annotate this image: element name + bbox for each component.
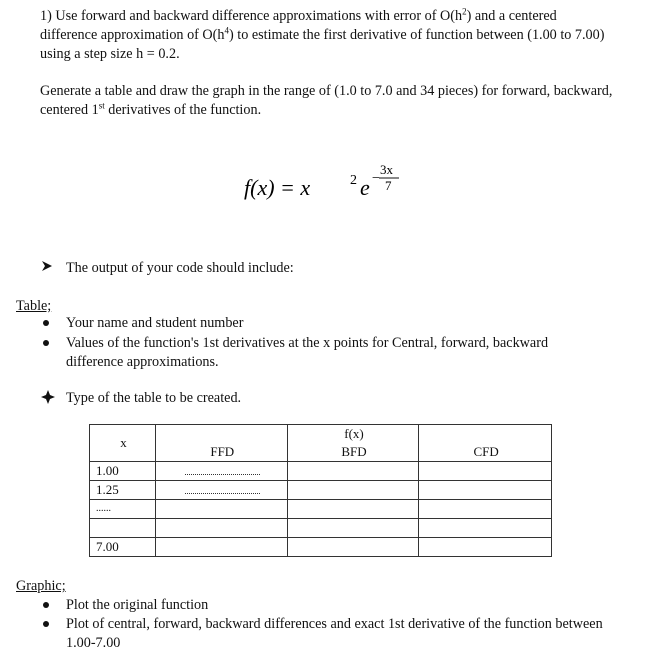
table-subheader-row [90, 443, 552, 462]
graphic-item-2: Plot of central, forward, backward differences and exact 1st derivative of the function between 1.00-7.00 [66, 616, 603, 651]
question-line-1: 1) Use forward and backward difference approximations with error of $O(h^2)$ and a centered [40, 6, 557, 24]
table-row: 1.00 [90, 462, 552, 481]
fx-header: f(x) [287, 425, 419, 444]
formula-base: e [360, 175, 370, 200]
formula-square: 2 [350, 173, 357, 188]
bullet-icon [43, 621, 49, 627]
formula-exp-minus: − [372, 171, 380, 186]
table-row [90, 519, 552, 538]
cfd-header: CFD [419, 443, 552, 462]
table-row: 7.00 [90, 538, 552, 557]
ffd-header: FFD [155, 443, 287, 462]
bfd-header: BFD [287, 443, 419, 462]
table-note: Type of the table to be created. [66, 390, 242, 406]
question-line-3: using a step size h = 0.2. [40, 46, 180, 62]
x-header: x [90, 425, 156, 462]
table-item-2: Values of the function's 1st derivatives at the x points for Central, forward, backward difference approximations. [66, 335, 549, 370]
output-note: The output of your code should include: [66, 260, 294, 276]
bullet-icon [43, 602, 49, 608]
table-heading: Table; [16, 298, 52, 314]
question-line-2: difference approximation of $O(h^4)$ to estimate the first derivative of function between (1.00 to 7.00) [40, 25, 605, 43]
bullet-icon [43, 340, 49, 346]
formula-svg [244, 164, 444, 214]
dotted-placeholder [185, 484, 260, 494]
table-row: ...... [90, 500, 552, 519]
task-line-1: Generate a table and draw the graph in the range of (1.0 to 7.0 and 34 pieces) for forward, backward, [40, 83, 613, 99]
task-paragraph [40, 82, 623, 120]
formula-lhs: f(x) = x [244, 175, 311, 200]
diamond-bullet-icon [40, 389, 56, 410]
formula-exp-denominator: 7 [385, 178, 392, 193]
formula-exp-numerator: 3x [380, 162, 393, 177]
function-formula [244, 164, 444, 214]
task-line-2: centered 1st derivatives of the function. [40, 100, 262, 118]
graphic-item-1: Plot the original function [66, 597, 209, 613]
dotted-placeholder [185, 465, 260, 475]
table-header-row [90, 425, 552, 444]
table-item-1: Your name and student number [66, 315, 244, 331]
question-paragraph [40, 7, 623, 64]
graphic-heading: Graphic; [16, 578, 66, 594]
table-row: 1.25 [90, 481, 552, 500]
arrow-bullet-icon [40, 259, 54, 278]
bullet-icon [43, 320, 49, 326]
results-table [89, 424, 552, 557]
